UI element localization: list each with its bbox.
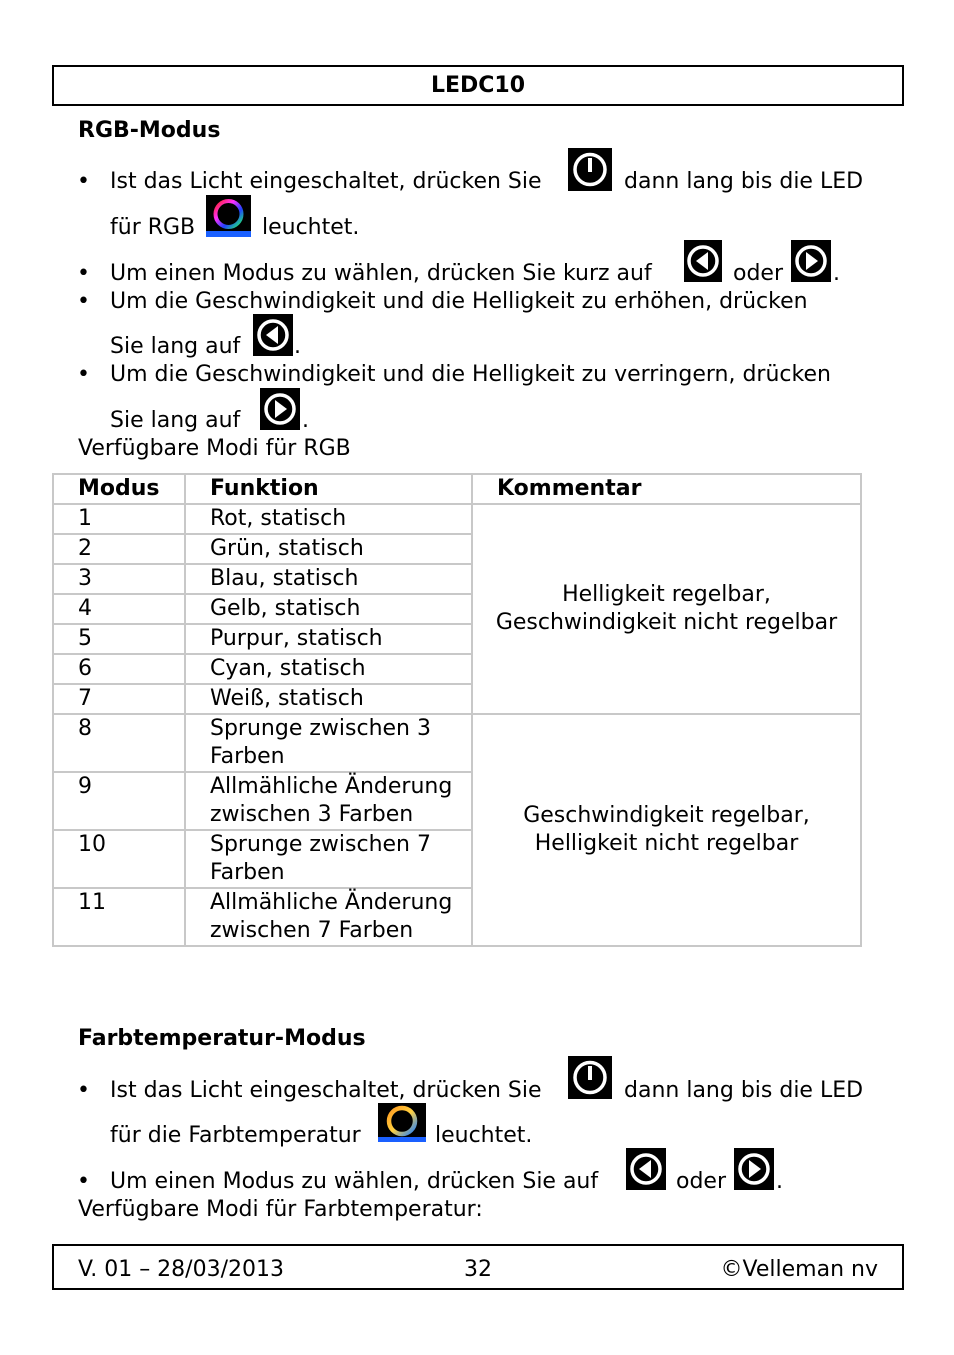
- page-header: [52, 65, 904, 106]
- footer-page-number: 32: [464, 1257, 492, 1282]
- function-cell: Sprunge zwischen 3 Farben: [185, 714, 472, 772]
- function-cell: Weiß, statisch: [185, 684, 472, 714]
- rgb-bullet4-line2: Sie lang auf: [110, 408, 241, 433]
- rgb-bullet2-end: .: [833, 261, 840, 286]
- temp-available-label: Verfügbare Modi für Farbtemperatur:: [78, 1197, 483, 1222]
- comment-cell-static: Helligkeit regelbar, Geschwindigkeit nicht regelbar: [472, 504, 861, 714]
- function-cell: Gelb, statisch: [185, 594, 472, 624]
- mode-cell: 8: [53, 714, 185, 772]
- rgb-bullet1-text-a: Ist das Licht eingeschaltet, drücken Sie: [110, 169, 542, 194]
- modes-table: [52, 473, 862, 947]
- mode-cell: 5: [53, 624, 185, 654]
- rgb-heading: RGB-Modus: [78, 118, 221, 143]
- rgb-ring-icon: [206, 195, 251, 237]
- comment-cell-dynamic: Geschwindigkeit regelbar, Helligkeit nicht regelbar: [472, 714, 861, 946]
- temp-bullet2-text-a: Um einen Modus zu wählen, drücken Sie auf: [110, 1169, 599, 1194]
- bullet-marker: •: [77, 362, 90, 387]
- temp-bullet2-oder: oder: [676, 1169, 727, 1194]
- rgb-bullet3-line1: Um die Geschwindigkeit und die Helligkeit zu erhöhen, drücken: [110, 289, 808, 314]
- mode-cell: 2: [53, 534, 185, 564]
- mode-cell: 1: [53, 504, 185, 534]
- temp-bullet2-end: .: [776, 1169, 783, 1194]
- rgb-bullet3-end: .: [294, 334, 301, 359]
- function-cell: Grün, statisch: [185, 534, 472, 564]
- function-cell: Sprunge zwischen 7 Farben: [185, 830, 472, 888]
- temp-bullet1-text-b: dann lang bis die LED: [624, 1078, 864, 1103]
- mode-cell: 6: [53, 654, 185, 684]
- bullet-marker: •: [77, 261, 90, 286]
- power-icon: [568, 148, 612, 191]
- rgb-available-label: Verfügbare Modi für RGB: [78, 436, 351, 461]
- arrow-right-icon: [791, 240, 831, 282]
- function-cell: Purpur, statisch: [185, 624, 472, 654]
- function-cell: Allmähliche Änderung zwischen 7 Farben: [185, 888, 472, 946]
- mode-cell: 10: [53, 830, 185, 888]
- mode-cell: 3: [53, 564, 185, 594]
- power-icon: [568, 1056, 612, 1099]
- bullet-marker: •: [77, 169, 90, 194]
- temp-heading: Farbtemperatur-Modus: [78, 1026, 366, 1051]
- mode-cell: 4: [53, 594, 185, 624]
- rgb-bullet3-line2: Sie lang auf: [110, 334, 241, 359]
- rgb-bullet4-end: .: [302, 408, 309, 433]
- function-cell: Allmähliche Änderung zwischen 3 Farben: [185, 772, 472, 830]
- rgb-bullet1-text-d: leuchtet.: [262, 215, 360, 240]
- bullet-marker: •: [77, 1169, 90, 1194]
- temp-bullet1-text-a: Ist das Licht eingeschaltet, drücken Sie: [110, 1078, 542, 1103]
- temperature-ring-icon: [378, 1103, 426, 1142]
- rgb-bullet2-text-a: Um einen Modus zu wählen, drücken Sie kurz auf: [110, 261, 652, 286]
- mode-cell: 9: [53, 772, 185, 830]
- rgb-bullet1-text-b: dann lang bis die LED: [624, 169, 864, 194]
- footer-version: V. 01 – 28/03/2013: [78, 1257, 284, 1282]
- bullet-marker: •: [77, 289, 90, 314]
- arrow-left-icon: [253, 314, 293, 356]
- function-cell: Cyan, statisch: [185, 654, 472, 684]
- col-header-funktion: Funktion: [185, 474, 472, 504]
- function-cell: Blau, statisch: [185, 564, 472, 594]
- page-footer: [52, 1244, 904, 1290]
- col-header-modus: Modus: [53, 474, 185, 504]
- mode-cell: 11: [53, 888, 185, 946]
- arrow-left-icon: [684, 240, 722, 282]
- rgb-bullet1-text-c: für RGB: [110, 215, 196, 240]
- mode-cell: 7: [53, 684, 185, 714]
- bullet-marker: •: [77, 1078, 90, 1103]
- footer-copyright: ©Velleman nv: [720, 1257, 878, 1282]
- col-header-kommentar: Kommentar: [472, 474, 861, 504]
- table-row: [53, 714, 861, 772]
- arrow-right-icon: [734, 1148, 774, 1190]
- function-cell: Rot, statisch: [185, 504, 472, 534]
- temp-bullet1-text-c: für die Farbtemperatur: [110, 1123, 361, 1148]
- temp-bullet1-text-d: leuchtet.: [435, 1123, 533, 1148]
- table-header-row: [53, 474, 861, 504]
- arrow-left-icon: [626, 1148, 666, 1190]
- arrow-right-icon: [260, 388, 300, 430]
- table-row: [53, 504, 861, 534]
- rgb-bullet2-oder: oder: [733, 261, 784, 286]
- rgb-bullet4-line1: Um die Geschwindigkeit und die Helligkeit zu verringern, drücken: [110, 362, 831, 387]
- document-title: LEDC10: [430, 73, 526, 98]
